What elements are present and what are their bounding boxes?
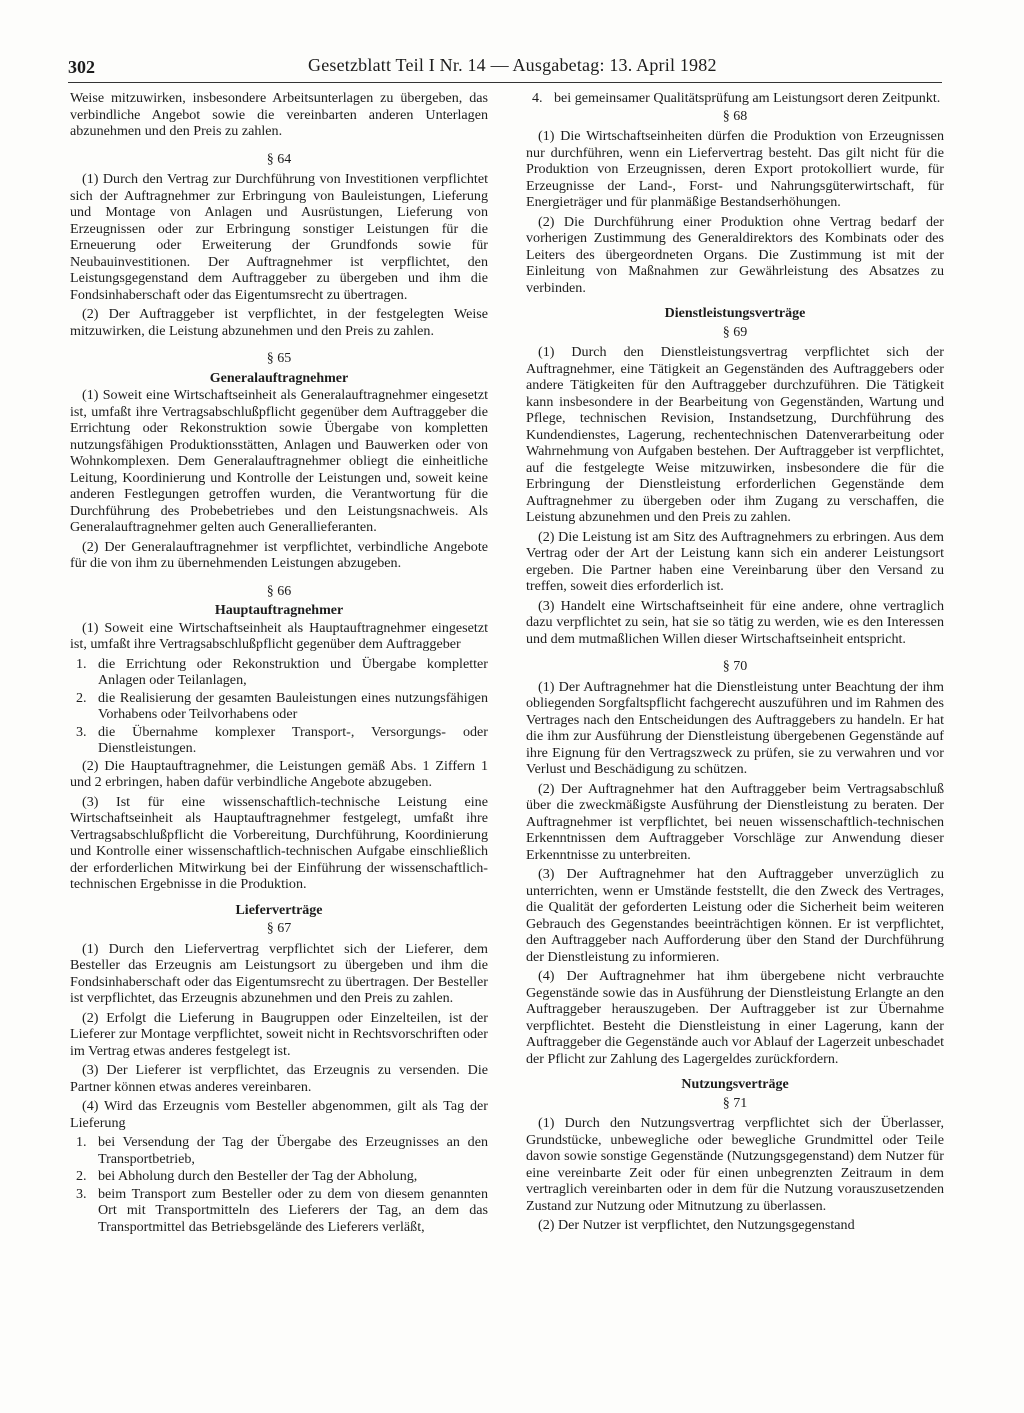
paragraph: (1) Durch den Nutzungsvertrag verpflichtet sich der Überlasser, Grundstücke, unbewegliche oder bewegliche Grundmittel oder Teile davon sowie sonstige Gegenstände (Nutzungsgegenstand) dem Nutzer für eine vereinbarte Zeit oder für einen unbegrenzten Zeitraum in dem vertraglich vereinbarten oder in dem für die Nutzung vorauszusetzenden Zustand zur Nutzung oder Mitnutzung zu überlassen. <box>526 1115 944 1214</box>
list-number: 3. <box>76 1185 87 1202</box>
list-number: 1. <box>76 1134 87 1150</box>
paragraph: (2) Erfolgt die Lieferung in Baugruppen oder Einzelteilen, ist der Lieferer zur Montage verpflichtet, soweit nicht in Rechtsvorschriften oder im Vertrag etwas anderes festgelegt ist. <box>70 1009 488 1059</box>
paragraph: (3) Ist für eine wissenschaftlich-technische Leistung eine Wirtschaftseinheit als Hauptauftragnehmer festgelegt, umfaßt ihre Vertragsabschlußpflicht die Vorbereitung, Durchführung, Koordinierung und Kontrolle einer wissenschaftlich-technischen Aufgabe einschließlich der erforderlichen Mitwirkung bei der Einführung der wissenschaftlich-technischen Ergebnisse in die Produktion. <box>70 793 488 892</box>
list-text: beim Transport zum Besteller oder zu dem von diesem genannten Ort mit Transportmitteln des Lieferers der Tag, an dem das Transportmittel das Betriebsgelände des Lieferers verläßt, <box>98 1185 488 1235</box>
section-title: Nutzungsverträge <box>681 1077 789 1092</box>
paragraph: (1) Durch den Vertrag zur Durchführung von Investitionen verpflichtet sich der Auftragnehmer zur Erbringung von Bauleistungen, Lieferung und Montage von Anlagen und Ausrüstungen, Lieferung von Erzeugnissen oder zur Erbringung sonstiger Leistungen für die Erneuerung oder Erweiterung der Grundfonds sowie für Neubauinvestitionen. Der Auftragnehmer ist verpflichtet, den Leistungsgegenstand dem Auftraggeber zu übergeben und ihm die Fondsinhaberschaft oder das Eigentumsrecht zu übertragen. <box>70 171 488 303</box>
paragraph: (3) Der Lieferer ist verpflichtet, das Erzeugnis zu versenden. Die Partner können etwas anderes vereinbaren. <box>70 1062 488 1095</box>
paragraph: (2) Der Auftraggeber ist verpflichtet, in der festgelegten Weise mitzuwirken, die Leistung abzunehmen und den Preis zu zahlen. <box>70 306 488 339</box>
list-text: bei Versendung der Tag der Übergabe des Erzeugnisses an den Transportbetrieb, <box>98 1134 488 1167</box>
list-number: 4. <box>532 90 543 106</box>
right-column <box>526 90 944 1237</box>
section-title: Hauptauftragnehmer <box>214 603 344 618</box>
paragraph: (1) Durch den Liefervertrag verpflichtet sich der Lieferer, dem Besteller das Erzeugnis am Leistungsort zu übergeben und ihm die Fondsinhaberschaft oder das Eigentumsrecht zu übertragen. Der Besteller ist verpflichtet, das Erzeugnis abzunehmen und den Preis zu zahlen. <box>70 940 488 1006</box>
section-title: Lieferverträge <box>235 902 323 918</box>
paragraph: (2) Der Generalauftragnehmer ist verpflichtet, verbindliche Angebote für die von ihm zu übernehmenden Leistungen abzugeben. <box>70 538 488 571</box>
list-item <box>70 1186 488 1236</box>
section-number: § 68 <box>722 108 748 124</box>
paragraph: (4) Wird das Erzeugnis vom Besteller abgenommen, gilt als Tag der Lieferung <box>70 1098 488 1131</box>
section-number: § 64 <box>266 151 292 167</box>
paragraph: (1) Die Wirtschaftseinheiten dürfen die Produktion von Erzeugnissen nur durchführen, wenn ein Liefervertrag besteht. Das gilt nicht für die Produktion von Erzeugnissen, deren Export protokolliert wurde, für Erzeugnisse der Land-, Forst- und Nahrungsgüterwirtschaft, für Energieträger und für planmäßige Bestandserhöhungen. <box>526 128 944 210</box>
page-number: 302 <box>68 57 95 77</box>
list-number: 3. <box>76 723 87 740</box>
list-text: die Errichtung oder Rekonstruktion und Übergabe kompletter Anlagen oder Teilanlagen, <box>98 655 488 688</box>
header-title: Gesetzblatt Teil I Nr. 14 — Ausgabetag: 13. April 1982 <box>308 55 717 75</box>
section-number: § 65 <box>266 351 292 366</box>
list-item <box>70 1134 488 1167</box>
list-number: 2. <box>76 1168 87 1184</box>
section-number: § 66 <box>266 583 292 599</box>
paragraph: (3) Der Auftragnehmer hat den Auftraggeber unverzüglich zu unterrichten, wenn er Umstände feststellt, die den Zweck des Vertrages, die Qualität der geforderten Leistung oder die Sicherheit beim weiteren Gebrauch des Gegenstandes beeinträchtigen können. Er ist verpflichtet, den Auftraggeber nach Aufforderung über den Stand der Durchführung der Dienstleistung zu informieren. <box>526 866 944 965</box>
list-text: die Übernahme komplexer Transport-, Versorgungs- oder Dienstleistungen. <box>98 723 488 756</box>
section-number: § 67 <box>266 921 292 936</box>
paragraph: (2) Die Leistung ist am Sitz des Auftragnehmers zu erbringen. Aus dem Vertrag oder der Art der Leistung kann sich ein anderer Leistungsort ergeben. Die Partner haben eine Vereinbarung über den Versand zu treffen, soweit dies erforderlich ist. <box>526 528 944 594</box>
paragraph: (2) Die Hauptauftragnehmer, die Leistungen gemäß Abs. 1 Ziffern 1 und 2 erbringen, haben dafür verbindliche Angebote abzugeben. <box>70 757 488 790</box>
list-item <box>70 690 488 723</box>
list-item <box>526 90 944 107</box>
list-number: 1. <box>76 655 87 672</box>
left-column <box>70 90 488 1236</box>
list-item <box>70 724 488 757</box>
section-number: § 69 <box>722 324 748 340</box>
paragraph: (1) Durch den Dienstleistungsvertrag verpflichtet sich der Auftragnehmer, eine Tätigkeit an Gegenständen des Auftraggebers oder andere Tätigkeiten für den Auftraggeber durchzuführen. Die Tätigkeit kann insbesondere in der Bearbeitung von Gegenständen, Wartung und Pflege, technischen Revision, Instandsetzung, Durchführung des Kundendienstes, Lagerung, rechentechnischen Datenverarbeitung oder Wahrnehmung von Aufgaben bestehen. Der Auftraggeber ist verpflichtet, auf die festgelegte Weise mitzuwirken, insbesondere die für die Erbringung der Dienstleistung erforderlichen Gegenstände dem Auftragnehmer zu übergeben oder ihm Zugang zu verschaffen, die Leistung abzunehmen und den Preis zu zahlen. <box>526 344 944 525</box>
section-number: § 71 <box>722 1095 748 1111</box>
section-number: § 70 <box>722 659 748 674</box>
paragraph: (1) Soweit eine Wirtschaftseinheit als Generalauftragnehmer eingesetzt ist, umfaßt ihre Vertragsabschlußpflicht gegenüber dem Auftraggeber die Errichtung oder Rekonstruktion sowie Übergabe von kompletten nutzungsfähigen Produktionsstätten, Anlagen und Bauwerken oder von Wohnkomplexen. Dem Generalauftragnehmer obliegt die einheitliche Leitung, Koordinierung und Kontrolle der Leistungen und, soweit keine anderen Festlegungen getroffen wurden, die Verantwortung für die Durchführung des Probebetriebes und den Leistungsnachweis. Als Generalauftragnehmer gelten auch Generallieferanten. <box>70 387 488 535</box>
paragraph: (3) Handelt eine Wirtschaftseinheit für eine andere, ohne vertraglich dazu verpflichtet zu sein, hat sie so tätig zu werden, wie es den Interessen und dem mutmaßlichen Willen dieser Wirtschaftseinheit entspricht. <box>526 597 944 647</box>
paragraph: (1) Soweit eine Wirtschaftseinheit als Hauptauftragnehmer eingesetzt ist, umfaßt ihre Vertragsabschlußpflicht gegenüber dem Auftraggeber <box>70 619 488 652</box>
list-item <box>70 656 488 689</box>
list-item <box>70 1168 488 1185</box>
list-text: die Realisierung der gesamten Bauleistungen eines nutzungsfähigen Vorhabens oder Teilvorhabens oder <box>98 689 488 722</box>
page-header <box>68 52 942 83</box>
paragraph: (1) Der Auftragnehmer hat die Dienstleistung unter Beachtung der ihm obliegenden Sorgfaltspflicht fachgerecht auszuführen und im Rahmen des Vertrages nach den Entscheidungen des Auftraggebers zu handeln. Er hat die ihm zur Ausführung der Dienstleistung übergebenen Gegenstände auf ihre Eignung für den Vertragszweck zu prüfen, sie zu verwahren und vor Verlust und Beschädigung zu schützen. <box>526 678 944 777</box>
paragraph: (2) Der Nutzer ist verpflichtet, den Nutzungsgegenstand <box>538 1217 855 1233</box>
paragraph: (2) Die Durchführung einer Produktion ohne Vertrag bedarf der vorherigen Zustimmung des Generaldirektors des Kombinats oder des Leiters des übergeordneten Organs. Die Zustimmung ist mit der Einleitung von Maßnahmen zur Gewährleistung des Absatzes zu verbinden. <box>526 213 944 296</box>
section-title: Dienstleistungsverträge <box>664 306 806 321</box>
section-title: Generalauftragnehmer <box>209 370 349 386</box>
paragraph: (2) Der Auftragnehmer hat den Auftraggeber beim Vertragsabschluß über die zweckmäßigste Ausführung der Dienstleistung zu beraten. Der Auftragnehmer ist verpflichtet, bei neuen wissenschaftlich-technischen Erkenntnissen dem Auftraggeber Vorschläge zur Anwendung dieser Erkenntnisse zu unterbreiten. <box>526 780 944 863</box>
list-text: bei Abholung durch den Besteller der Tag der Abholung, <box>98 1168 418 1184</box>
paragraph: (4) Der Auftragnehmer hat ihm übergebene nicht verbrauchte Gegenstände sowie das in Ausführung der Dienstleistung Erlangte an den Auftraggeber herauszugeben. Der Auftraggeber ist zur Übernahme verpflichtet. Besteht die Dienstleistung in einer Lagerung, kann der Auftraggeber die Gegenstände auch vor Ablauf der Lagerzeit unbeschadet der Pflicht zur Zahlung des Lagergeldes zurückfordern. <box>526 968 944 1067</box>
list-text: bei gemeinsamer Qualitätsprüfung am Leistungsort deren Zeitpunkt. <box>554 90 941 106</box>
paragraph: Weise mitzuwirken, insbesondere Arbeitsunterlagen zu übergeben, das verbindliche Angebot sowie die vereinbarten anderen Unterlagen abzunehmen und den Preis zu zahlen. <box>70 90 488 139</box>
list-number: 2. <box>76 689 87 706</box>
